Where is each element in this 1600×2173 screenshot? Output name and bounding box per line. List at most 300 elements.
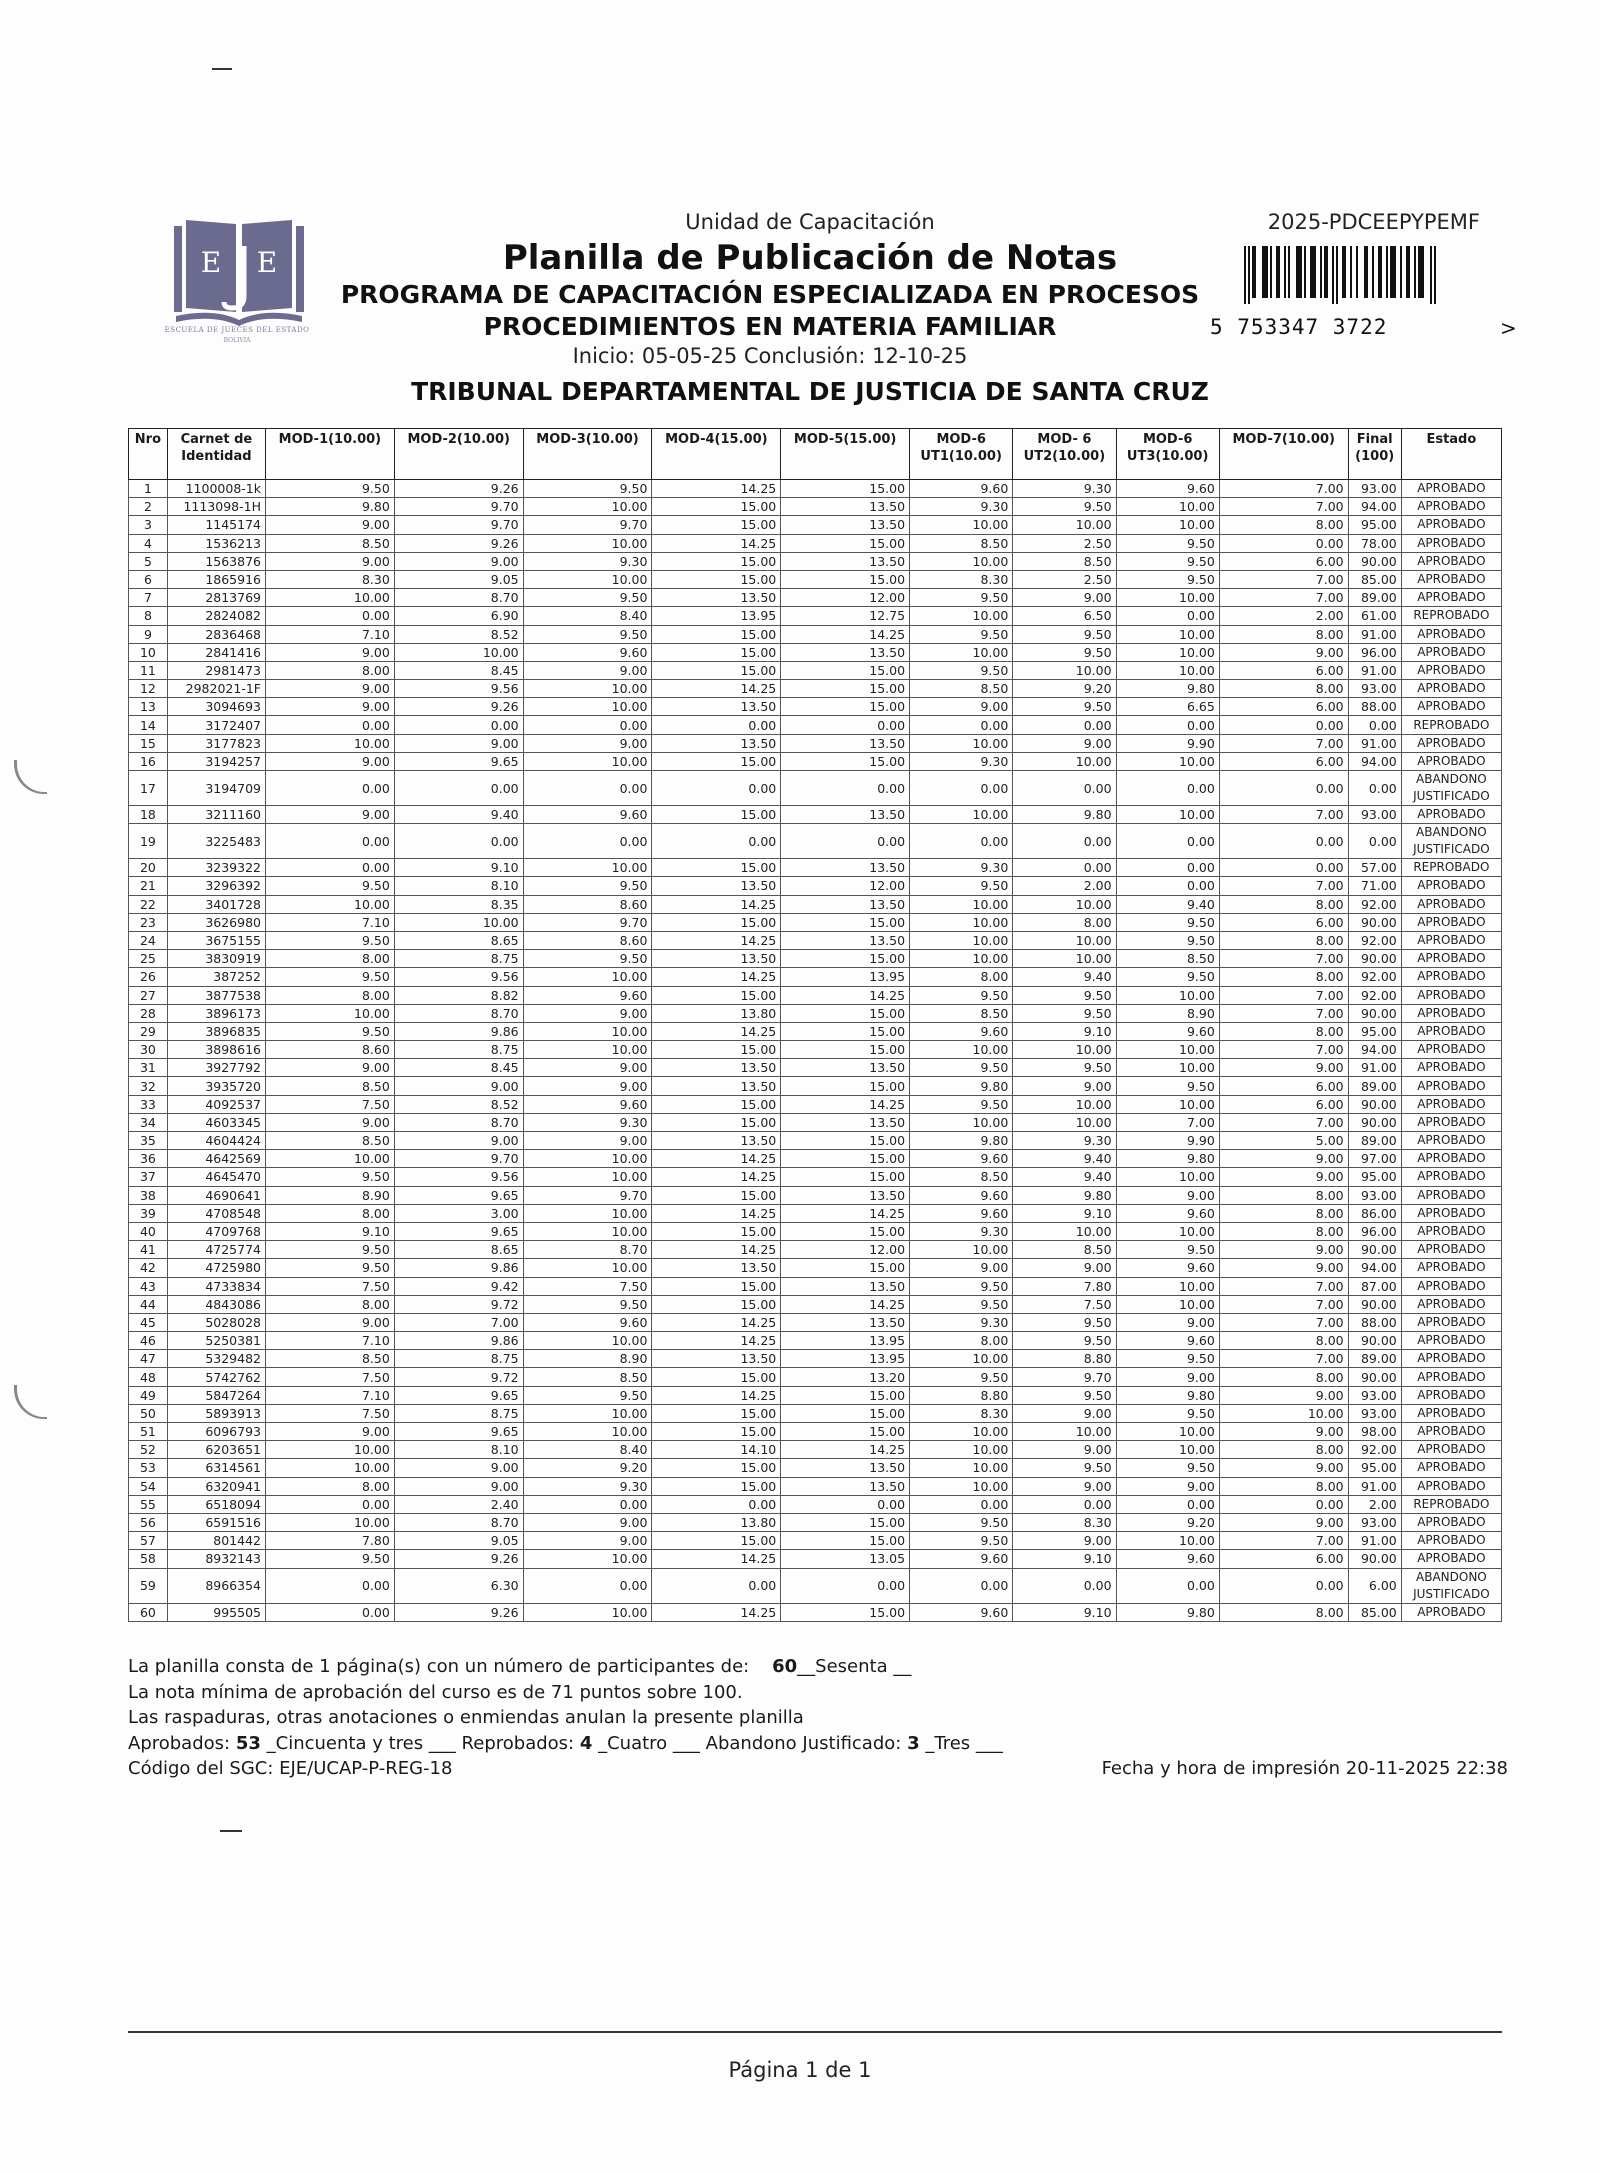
cell-mod7: 9.00	[1219, 1386, 1348, 1404]
cell-mod5: 15.00	[781, 661, 910, 679]
cell-estado: APROBADO	[1401, 534, 1501, 552]
cell-mod4: 14.25	[652, 1550, 781, 1568]
cell-mod5: 14.25	[781, 1204, 910, 1222]
cell-mod5: 15.00	[781, 752, 910, 770]
cell-estado: APROBADO	[1401, 950, 1501, 968]
document-title: Planilla de Publicación de Notas	[502, 238, 1118, 278]
cell-mod1: 9.00	[265, 680, 394, 698]
cell-mod7: 9.00	[1219, 1168, 1348, 1186]
cell-mod4: 15.00	[652, 570, 781, 588]
cell-mod4: 14.25	[652, 1313, 781, 1331]
table-row	[129, 1459, 1502, 1477]
cell-estado: REPROBADO	[1401, 1495, 1501, 1513]
participants-text: La planilla consta de 1 página(s) con un número de participantes de:	[128, 1656, 750, 1677]
cell-mod2: 10.00	[394, 913, 523, 931]
cell-mod4: 15.00	[652, 1041, 781, 1059]
cell-mod7: 8.00	[1219, 1441, 1348, 1459]
cell-carnet: 3177823	[167, 734, 265, 752]
cell-nro: 1	[129, 480, 168, 498]
cell-carnet: 1536213	[167, 534, 265, 552]
cell-mod4: 15.00	[652, 806, 781, 824]
cell-final: 90.00	[1348, 1368, 1401, 1386]
cell-mod6-ut3: 10.00	[1116, 1222, 1219, 1240]
cell-mod2: 9.26	[394, 698, 523, 716]
cell-final: 85.00	[1348, 570, 1401, 588]
cell-nro: 12	[129, 680, 168, 698]
cell-mod1: 8.50	[265, 1077, 394, 1095]
cell-mod3: 8.70	[523, 1241, 652, 1259]
cell-nro: 51	[129, 1423, 168, 1441]
cell-mod6-ut2: 9.50	[1013, 1059, 1116, 1077]
cell-mod6-ut3: 0.00	[1116, 716, 1219, 734]
cell-carnet: 4709768	[167, 1222, 265, 1240]
cell-mod6-ut1: 8.00	[910, 1332, 1013, 1350]
cell-final: 0.00	[1348, 824, 1401, 859]
cell-mod7: 0.00	[1219, 824, 1348, 859]
cell-nro: 19	[129, 824, 168, 859]
cell-estado: ABANDONO JUSTIFICADO	[1401, 1568, 1501, 1603]
cell-mod1: 7.80	[265, 1532, 394, 1550]
cell-mod6-ut1: 0.00	[910, 1568, 1013, 1603]
cell-mod7: 8.00	[1219, 1603, 1348, 1621]
cell-mod6-ut1: 10.00	[910, 516, 1013, 534]
cell-carnet: 4725774	[167, 1241, 265, 1259]
cell-carnet: 3401728	[167, 895, 265, 913]
cell-mod5: 15.00	[781, 698, 910, 716]
cell-mod2: 9.72	[394, 1295, 523, 1313]
cell-mod6-ut3: 0.00	[1116, 1495, 1219, 1513]
program-code: 2025-PDCEEPYPEMF	[1267, 210, 1480, 234]
cell-mod2: 9.10	[394, 859, 523, 877]
cell-mod1: 9.50	[265, 1259, 394, 1277]
cell-mod1: 10.00	[265, 589, 394, 607]
column-header-final: Final (100)	[1348, 429, 1401, 480]
cell-carnet: 2824082	[167, 607, 265, 625]
cell-mod3: 9.60	[523, 806, 652, 824]
cell-mod7: 0.00	[1219, 534, 1348, 552]
cell-nro: 22	[129, 895, 168, 913]
cell-estado: APROBADO	[1401, 589, 1501, 607]
cell-mod6-ut1: 9.60	[910, 1603, 1013, 1621]
cell-mod4: 13.50	[652, 589, 781, 607]
cell-mod1: 0.00	[265, 771, 394, 806]
cell-nro: 36	[129, 1150, 168, 1168]
cell-mod4: 13.50	[652, 698, 781, 716]
cell-mod7: 7.00	[1219, 877, 1348, 895]
cell-carnet: 3172407	[167, 716, 265, 734]
cell-mod5: 14.25	[781, 1295, 910, 1313]
cell-mod6-ut3: 10.00	[1116, 589, 1219, 607]
cell-mod7: 6.00	[1219, 698, 1348, 716]
cell-mod7: 5.00	[1219, 1132, 1348, 1150]
cell-mod6-ut2: 9.40	[1013, 1150, 1116, 1168]
cell-final: 96.00	[1348, 643, 1401, 661]
cell-nro: 7	[129, 589, 168, 607]
cell-carnet: 3094693	[167, 698, 265, 716]
participants-line	[128, 1654, 1508, 1680]
cell-mod5: 13.50	[781, 1313, 910, 1331]
cell-mod6-ut1: 8.50	[910, 680, 1013, 698]
cell-carnet: 2982021-1F	[167, 680, 265, 698]
table-row	[129, 931, 1502, 949]
cell-mod1: 9.00	[265, 1059, 394, 1077]
cell-mod2: 9.70	[394, 516, 523, 534]
cell-mod6-ut3: 9.50	[1116, 570, 1219, 588]
cell-mod1: 9.00	[265, 516, 394, 534]
cell-final: 89.00	[1348, 1132, 1401, 1150]
cell-mod7: 9.00	[1219, 1459, 1348, 1477]
cell-nro: 44	[129, 1295, 168, 1313]
cell-carnet: 5742762	[167, 1368, 265, 1386]
table-row	[129, 1022, 1502, 1040]
table-row	[129, 824, 1502, 859]
column-header-mod6-ut1: MOD-6 UT1(10.00)	[910, 429, 1013, 480]
table-row	[129, 570, 1502, 588]
table-row	[129, 1041, 1502, 1059]
table-row	[129, 1404, 1502, 1422]
cell-mod6-ut3: 9.40	[1116, 895, 1219, 913]
cell-mod6-ut1: 10.00	[910, 552, 1013, 570]
table-row	[129, 1513, 1502, 1531]
cell-mod4: 0.00	[652, 1495, 781, 1513]
cell-mod1: 0.00	[265, 1568, 394, 1603]
cell-mod4: 13.95	[652, 607, 781, 625]
cell-mod6-ut3: 10.00	[1116, 1059, 1219, 1077]
cell-mod3: 10.00	[523, 1603, 652, 1621]
table-row	[129, 895, 1502, 913]
cell-mod4: 15.00	[652, 643, 781, 661]
cell-estado: APROBADO	[1401, 570, 1501, 588]
cell-mod6-ut3: 10.00	[1116, 1277, 1219, 1295]
cell-estado: APROBADO	[1401, 1222, 1501, 1240]
cell-mod1: 0.00	[265, 607, 394, 625]
cell-mod3: 9.50	[523, 625, 652, 643]
cell-estado: APROBADO	[1401, 1241, 1501, 1259]
cell-mod6-ut1: 8.50	[910, 1168, 1013, 1186]
cell-nro: 24	[129, 931, 168, 949]
cell-mod6-ut2: 9.30	[1013, 480, 1116, 498]
table-header-row	[129, 429, 1502, 480]
cell-mod6-ut3: 0.00	[1116, 1568, 1219, 1603]
cell-nro: 30	[129, 1041, 168, 1059]
cell-mod3: 8.60	[523, 931, 652, 949]
cell-mod4: 14.25	[652, 480, 781, 498]
table-row	[129, 950, 1502, 968]
table-row	[129, 1132, 1502, 1150]
cell-mod2: 8.75	[394, 1404, 523, 1422]
cell-mod4: 15.00	[652, 1423, 781, 1441]
cell-carnet: 3239322	[167, 859, 265, 877]
cell-mod6-ut3: 10.00	[1116, 1095, 1219, 1113]
failed-label: Reprobados:	[461, 1732, 575, 1754]
cell-carnet: 3194709	[167, 771, 265, 806]
cell-mod6-ut3: 9.50	[1116, 552, 1219, 570]
cell-mod5: 13.20	[781, 1368, 910, 1386]
cell-mod6-ut3: 9.60	[1116, 1204, 1219, 1222]
cell-mod6-ut2: 8.30	[1013, 1513, 1116, 1531]
cell-estado: APROBADO	[1401, 752, 1501, 770]
barcode-arrow-icon: >	[1500, 316, 1517, 340]
cell-mod6-ut3: 0.00	[1116, 824, 1219, 859]
cell-final: 96.00	[1348, 1222, 1401, 1240]
cell-mod6-ut1: 9.80	[910, 1077, 1013, 1095]
cell-mod6-ut3: 9.00	[1116, 1313, 1219, 1331]
cell-mod5: 13.50	[781, 1477, 910, 1495]
cell-mod6-ut2: 9.50	[1013, 643, 1116, 661]
cell-estado: APROBADO	[1401, 806, 1501, 824]
table-row	[129, 877, 1502, 895]
cell-carnet: 6518094	[167, 1495, 265, 1513]
cell-nro: 43	[129, 1277, 168, 1295]
cell-mod1: 0.00	[265, 1603, 394, 1621]
cell-mod7: 0.00	[1219, 859, 1348, 877]
cell-mod1: 9.00	[265, 1113, 394, 1131]
cell-mod7: 6.00	[1219, 1077, 1348, 1095]
cell-mod2: 9.70	[394, 1150, 523, 1168]
cell-mod5: 15.00	[781, 1259, 910, 1277]
cell-mod1: 9.50	[265, 1168, 394, 1186]
cell-final: 93.00	[1348, 1513, 1401, 1531]
cell-mod6-ut1: 9.30	[910, 752, 1013, 770]
table-row	[129, 1095, 1502, 1113]
cell-mod3: 9.20	[523, 1459, 652, 1477]
cell-mod5: 15.00	[781, 1132, 910, 1150]
cell-mod6-ut2: 10.00	[1013, 661, 1116, 679]
cell-mod7: 8.00	[1219, 680, 1348, 698]
table-row	[129, 1186, 1502, 1204]
cell-mod1: 7.10	[265, 1332, 394, 1350]
cell-mod3: 9.30	[523, 1113, 652, 1131]
cell-final: 78.00	[1348, 534, 1401, 552]
cell-mod4: 15.00	[652, 1532, 781, 1550]
column-header-mod5: MOD-5(15.00)	[781, 429, 910, 480]
cell-estado: APROBADO	[1401, 1603, 1501, 1621]
cell-estado: APROBADO	[1401, 1368, 1501, 1386]
cell-carnet: 995505	[167, 1603, 265, 1621]
cell-nro: 27	[129, 986, 168, 1004]
cell-mod6-ut3: 9.50	[1116, 931, 1219, 949]
cell-mod6-ut3: 10.00	[1116, 1168, 1219, 1186]
cell-mod6-ut2: 2.50	[1013, 570, 1116, 588]
cell-mod6-ut2: 9.40	[1013, 968, 1116, 986]
cell-mod4: 14.25	[652, 931, 781, 949]
cell-carnet: 801442	[167, 1532, 265, 1550]
table-row	[129, 661, 1502, 679]
cell-mod5: 15.00	[781, 1022, 910, 1040]
cell-carnet: 3194257	[167, 752, 265, 770]
cell-mod1: 0.00	[265, 716, 394, 734]
cell-final: 90.00	[1348, 1095, 1401, 1113]
cell-mod7: 9.00	[1219, 1059, 1348, 1077]
cell-final: 92.00	[1348, 895, 1401, 913]
cell-mod5: 0.00	[781, 771, 910, 806]
table-row	[129, 1313, 1502, 1331]
cell-mod6-ut1: 9.60	[910, 480, 1013, 498]
cell-mod2: 0.00	[394, 824, 523, 859]
cell-mod4: 15.00	[652, 625, 781, 643]
cell-mod6-ut2: 0.00	[1013, 824, 1116, 859]
table-row	[129, 913, 1502, 931]
cell-mod7: 9.00	[1219, 1513, 1348, 1531]
table-row	[129, 1423, 1502, 1441]
cell-estado: APROBADO	[1401, 661, 1501, 679]
cell-mod5: 12.75	[781, 607, 910, 625]
cell-final: 94.00	[1348, 1259, 1401, 1277]
cell-estado: APROBADO	[1401, 1186, 1501, 1204]
cell-mod6-ut1: 9.50	[910, 1277, 1013, 1295]
cell-mod6-ut1: 9.00	[910, 698, 1013, 716]
cell-mod7: 6.00	[1219, 1550, 1348, 1568]
cell-mod7: 0.00	[1219, 716, 1348, 734]
cell-nro: 20	[129, 859, 168, 877]
column-header-carnet: Carnet de Identidad	[167, 429, 265, 480]
cell-nro: 14	[129, 716, 168, 734]
cell-mod5: 15.00	[781, 1004, 910, 1022]
cell-mod4: 13.80	[652, 1513, 781, 1531]
cell-mod5: 14.25	[781, 986, 910, 1004]
column-header-mod1: MOD-1(10.00)	[265, 429, 394, 480]
cell-estado: APROBADO	[1401, 1168, 1501, 1186]
cell-mod6-ut3: 0.00	[1116, 771, 1219, 806]
cell-mod5: 13.50	[781, 516, 910, 534]
cell-mod6-ut3: 9.60	[1116, 1550, 1219, 1568]
cell-estado: APROBADO	[1401, 1277, 1501, 1295]
cell-estado: APROBADO	[1401, 986, 1501, 1004]
cell-carnet: 6591516	[167, 1513, 265, 1531]
cell-mod3: 10.00	[523, 968, 652, 986]
cell-nro: 17	[129, 771, 168, 806]
program-name-line-2: PROCEDIMIENTOS EN MATERIA FAMILIAR	[483, 312, 1057, 341]
cell-mod7: 7.00	[1219, 1350, 1348, 1368]
cell-estado: APROBADO	[1401, 1132, 1501, 1150]
cell-mod2: 8.52	[394, 625, 523, 643]
cell-carnet: 4645470	[167, 1168, 265, 1186]
cell-mod1: 9.10	[265, 1222, 394, 1240]
cell-nro: 23	[129, 913, 168, 931]
cell-final: 90.00	[1348, 913, 1401, 931]
cell-final: 93.00	[1348, 1186, 1401, 1204]
cell-mod7: 7.00	[1219, 950, 1348, 968]
approved-count: 53	[235, 1732, 261, 1754]
cell-mod6-ut2: 9.10	[1013, 1022, 1116, 1040]
cell-mod6-ut2: 10.00	[1013, 516, 1116, 534]
cell-estado: ABANDONO JUSTIFICADO	[1401, 771, 1501, 806]
cell-mod6-ut1: 10.00	[910, 950, 1013, 968]
cell-mod1: 10.00	[265, 895, 394, 913]
cell-mod7: 7.00	[1219, 480, 1348, 498]
cell-mod2: 9.40	[394, 806, 523, 824]
cell-mod6-ut3: 9.80	[1116, 680, 1219, 698]
cell-mod6-ut1: 8.50	[910, 1004, 1013, 1022]
cell-carnet: 4092537	[167, 1095, 265, 1113]
cell-mod5: 14.25	[781, 1441, 910, 1459]
cell-mod5: 15.00	[781, 950, 910, 968]
table-row	[129, 1368, 1502, 1386]
cell-mod6-ut3: 9.60	[1116, 1022, 1219, 1040]
cell-carnet: 6314561	[167, 1459, 265, 1477]
cell-carnet: 4642569	[167, 1150, 265, 1168]
cell-mod2: 9.65	[394, 1186, 523, 1204]
cell-estado: APROBADO	[1401, 1404, 1501, 1422]
cell-mod4: 15.00	[652, 1113, 781, 1131]
cell-mod4: 15.00	[652, 752, 781, 770]
cell-mod1: 9.50	[265, 968, 394, 986]
cell-mod6-ut1: 9.50	[910, 625, 1013, 643]
cell-mod3: 10.00	[523, 1332, 652, 1350]
cell-mod3: 9.50	[523, 1295, 652, 1313]
cell-estado: APROBADO	[1401, 1259, 1501, 1277]
cell-estado: APROBADO	[1401, 498, 1501, 516]
cell-mod6-ut2: 9.00	[1013, 1077, 1116, 1095]
cell-mod3: 9.00	[523, 661, 652, 679]
cell-mod7: 8.00	[1219, 931, 1348, 949]
table-row	[129, 1004, 1502, 1022]
cell-mod3: 10.00	[523, 1022, 652, 1040]
cell-mod1: 8.00	[265, 1295, 394, 1313]
cell-final: 91.00	[1348, 734, 1401, 752]
cell-mod7: 8.00	[1219, 1368, 1348, 1386]
column-header-estado: Estado	[1401, 429, 1501, 480]
barcode-number: 5 753347 3722	[1210, 315, 1388, 339]
cell-mod1: 8.50	[265, 534, 394, 552]
cell-mod3: 9.70	[523, 913, 652, 931]
cell-mod3: 10.00	[523, 1404, 652, 1422]
cell-mod4: 0.00	[652, 824, 781, 859]
cell-mod7: 9.00	[1219, 643, 1348, 661]
cell-final: 0.00	[1348, 716, 1401, 734]
cell-final: 2.00	[1348, 1495, 1401, 1513]
cell-final: 6.00	[1348, 1568, 1401, 1603]
cell-mod4: 14.25	[652, 680, 781, 698]
cell-estado: APROBADO	[1401, 1113, 1501, 1131]
cell-mod7: 7.00	[1219, 1532, 1348, 1550]
cell-mod6-ut2: 9.50	[1013, 1313, 1116, 1331]
cell-mod7: 7.00	[1219, 1041, 1348, 1059]
cell-mod6-ut2: 9.00	[1013, 589, 1116, 607]
cell-mod5: 13.50	[781, 1059, 910, 1077]
cell-mod2: 9.86	[394, 1022, 523, 1040]
cell-mod2: 9.00	[394, 1132, 523, 1150]
cell-mod3: 10.00	[523, 859, 652, 877]
page-number: Página 1 de 1	[728, 2058, 872, 2082]
cell-mod6-ut2: 9.30	[1013, 1132, 1116, 1150]
cell-mod2: 8.10	[394, 877, 523, 895]
cell-mod4: 15.00	[652, 516, 781, 534]
cell-final: 98.00	[1348, 1423, 1401, 1441]
cell-mod6-ut2: 10.00	[1013, 950, 1116, 968]
cell-mod3: 9.50	[523, 589, 652, 607]
cell-carnet: 3675155	[167, 931, 265, 949]
cell-mod6-ut3: 10.00	[1116, 1423, 1219, 1441]
cell-final: 90.00	[1348, 552, 1401, 570]
cell-mod3: 10.00	[523, 1222, 652, 1240]
cell-mod1: 8.00	[265, 950, 394, 968]
cell-final: 57.00	[1348, 859, 1401, 877]
cell-mod5: 15.00	[781, 1532, 910, 1550]
cell-mod3: 10.00	[523, 752, 652, 770]
table-row	[129, 625, 1502, 643]
cell-mod3: 10.00	[523, 1550, 652, 1568]
cell-mod4: 15.00	[652, 1222, 781, 1240]
cell-final: 91.00	[1348, 1532, 1401, 1550]
cell-mod2: 9.26	[394, 1550, 523, 1568]
table-row	[129, 1350, 1502, 1368]
cell-mod7: 8.00	[1219, 1222, 1348, 1240]
cell-mod4: 14.25	[652, 1204, 781, 1222]
scan-mark	[220, 1830, 242, 1832]
cell-mod7: 7.00	[1219, 1004, 1348, 1022]
cell-mod6-ut3: 9.60	[1116, 480, 1219, 498]
